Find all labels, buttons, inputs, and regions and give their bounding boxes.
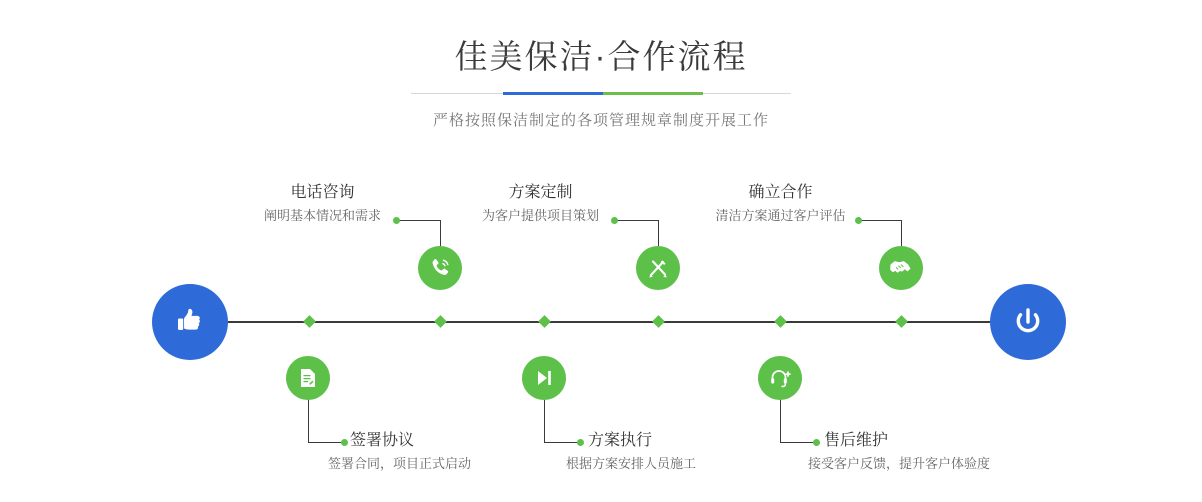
step-title-2: 签署协议 (350, 432, 415, 449)
step-label-2 (328, 430, 550, 474)
pencil-ruler-icon (646, 256, 670, 280)
step-icon-4 (522, 356, 566, 400)
divider-green-segment (603, 92, 703, 95)
step-label-6 (808, 430, 1054, 474)
page-header (0, 34, 1202, 130)
axis-marker-diamond (895, 315, 908, 328)
step-desc-4: 根据方案安排人员施工 (566, 456, 697, 471)
connector-dot-2 (341, 439, 348, 446)
page-title: 佳美保洁·合作流程 (454, 38, 748, 75)
step-title-6: 售后维护 (824, 432, 889, 449)
step-desc-2: 签署合同，项目正式启动 (328, 456, 472, 471)
phone-call-icon (428, 256, 452, 280)
connector-line-6-v (780, 400, 781, 442)
step-desc-3: 为客户提供项目策划 (481, 208, 599, 223)
connector-line-5-h (858, 220, 902, 221)
connector-line-3-v (658, 220, 659, 246)
connector-line-2-v (308, 400, 309, 442)
connector-line-5-v (901, 220, 902, 246)
headset-support-icon (768, 366, 792, 390)
flow-end-node (990, 284, 1066, 360)
step-icon-6 (758, 356, 802, 400)
connector-dot-5 (855, 217, 862, 224)
divider-blue-segment (503, 92, 603, 95)
connector-line-2-h (308, 442, 344, 443)
power-icon (1009, 303, 1047, 341)
title-divider (411, 92, 791, 95)
connector-line-4-v (544, 400, 545, 442)
step-title-4: 方案执行 (588, 432, 653, 449)
flow-start-node (152, 284, 228, 360)
handshake-icon (888, 255, 914, 281)
axis-marker-diamond (538, 315, 551, 328)
axis-marker-diamond (652, 315, 665, 328)
step-title-5: 确立合作 (748, 184, 813, 201)
page-subtitle: 严格按照保洁制定的各项管理规章制度开展工作 (432, 112, 769, 129)
step-title-1: 电话咨询 (290, 184, 355, 201)
play-forward-icon (532, 366, 556, 390)
process-flow-diagram (0, 150, 1202, 502)
connector-line-1-h (396, 220, 441, 221)
step-label-1 (250, 182, 395, 226)
connector-dot-4 (577, 439, 584, 446)
step-icon-3 (636, 246, 680, 290)
document-edit-icon (296, 366, 320, 390)
connector-line-1-v (440, 220, 441, 246)
step-label-4 (566, 430, 788, 474)
axis-marker-diamond (774, 315, 787, 328)
step-title-3: 方案定制 (508, 184, 573, 201)
connector-line-3-h (614, 220, 659, 221)
connector-line-6-h (780, 442, 816, 443)
step-icon-2 (286, 356, 330, 400)
step-desc-5: 清洁方案通过客户评估 (715, 208, 846, 223)
step-label-5 (708, 182, 853, 226)
step-desc-1: 阐明基本情况和需求 (263, 208, 381, 223)
step-desc-6: 接受客户反馈，提升客户体验度 (808, 456, 991, 471)
step-icon-1 (418, 246, 462, 290)
axis-marker-diamond (434, 315, 447, 328)
step-icon-5 (879, 246, 923, 290)
connector-line-4-h (544, 442, 580, 443)
step-label-3 (468, 182, 613, 226)
thumbs-up-icon (172, 304, 208, 340)
axis-marker-diamond (303, 315, 316, 328)
connector-dot-6 (813, 439, 820, 446)
